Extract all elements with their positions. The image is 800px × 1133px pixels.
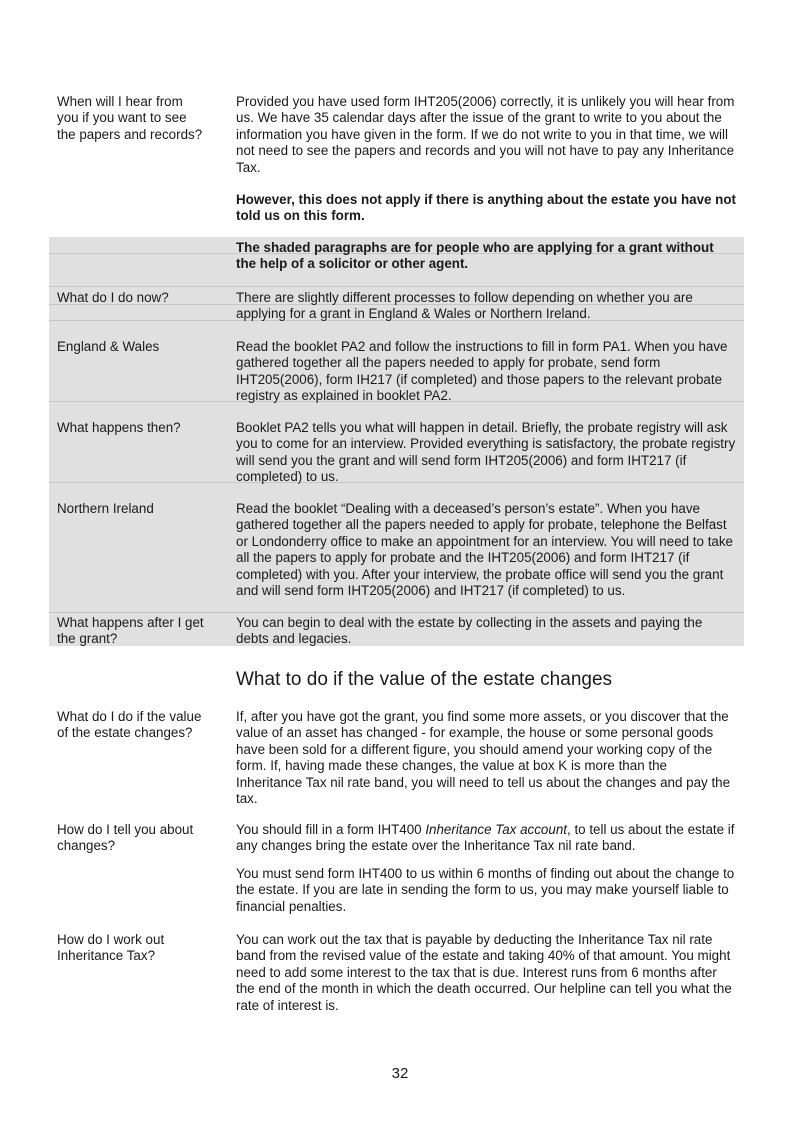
divider <box>49 612 744 613</box>
question-northern-ireland: Northern Ireland <box>57 501 154 516</box>
shaded-note: The shaded paragraphs are for people who are applying for a grant without the help of a solicitor or other agent. <box>236 240 714 272</box>
section-heading: What to do if the value of the estate changes <box>236 669 613 690</box>
form-title: Inheritance Tax account <box>425 822 567 837</box>
answer-hear-from-you: Provided you have used form IHT205(2006) correctly, it is unlikely you will hear from us. We have 35 calendar days after the issue of the grant to write to you about the information you have given in the form. If we do not write to you in that time, we will not need to see the papers and records and you will not have to pay any Inheritance Tax. <box>236 94 735 175</box>
answer-england-wales: Read the booklet PA2 and follow the instructions to fill in form PA1. When you have gathered together all the papers needed to apply for probate, send form IHT205(2006), form IH217 (if completed) and those papers to the relevant probate registry as explained in booklet PA2. <box>236 339 728 404</box>
answer-value-changes: If, after you have got the grant, you find some more assets, or you discover that the value of an asset has changed - for example, the house or some personal goods have been sold for a different figure, you should amend your working copy of the form. If, having made these changes, the value at box K is more than the Inheritance Tax nil rate band, you will need to tell us about the changes and pay the tax. <box>236 709 731 807</box>
question-tell-changes: How do I tell you about changes? <box>57 822 194 854</box>
question-what-happens-then: What happens then? <box>57 420 181 435</box>
answer-text: , to tell us about the estate if any changes bring the estate over the Inheritance Tax nil rate band. <box>236 822 735 854</box>
answer-what-now: There are slightly different processes to follow depending on whether you are applying for a grant in England & Wales or Northern Ireland. <box>236 290 693 322</box>
answer-after-grant: You can begin to deal with the estate by collecting in the assets and paying the debts and legacies. <box>236 615 703 647</box>
answer-what-happens-then: Booklet PA2 tells you what will happen in detail. Briefly, the probate registry will ask you to come for an interview. Provided everything is satisfactory, the probate registry will send you the grant and will send form IHT205(2006) and form IHT217 (if completed) to us. <box>236 420 736 485</box>
warning-not-told: However, this does not apply if there is anything about the estate you have not told us on this form. <box>236 192 737 224</box>
answer-text: You should fill in a form IHT400 <box>236 822 426 837</box>
question-what-now: What do I do now? <box>57 290 169 305</box>
question-england-wales: England & Wales <box>57 339 160 354</box>
question-value-changes: What do I do if the value of the estate changes? <box>57 709 202 741</box>
page-number: 32 <box>391 1065 409 1082</box>
answer-tell-changes <box>236 822 736 855</box>
answer-northern-ireland: Read the booklet “Dealing with a deceased’s person’s estate”. When you have gathered together all the papers needed to apply for probate, telephone the Belfast or Londonderry office to make an appointment for an interview. You will need to take all the papers to apply for probate and the IHT205(2006) and form IHT217 (if completed) with you. After your interview, the probate office will send you the grant and will send form IHT205(2006) and IHT217 (if completed) to us. <box>236 501 734 599</box>
question-work-out-tax: How do I work out Inheritance Tax? <box>57 932 165 964</box>
answer-work-out-tax: You can work out the tax that is payable by deducting the Inheritance Tax nil rate band from the revised value of the estate and taking 40% of that amount. You might need to add some interest to the tax that is due. Interest runs from 6 months after the end of the month in which the death occurred. Our helpline can tell you what the rate of interest is. <box>236 932 732 1013</box>
question-after-grant: What happens after I get the grant? <box>57 615 204 647</box>
answer-send-iht400: You must send form IHT400 to us within 6 months of finding out about the change to the estate. If you are late in sending the form to us, you may make yourself liable to financial penalties. <box>236 866 735 914</box>
divider <box>49 286 744 287</box>
question-hear-from-you: When will I hear from you if you want to see the papers and records? <box>57 94 203 142</box>
